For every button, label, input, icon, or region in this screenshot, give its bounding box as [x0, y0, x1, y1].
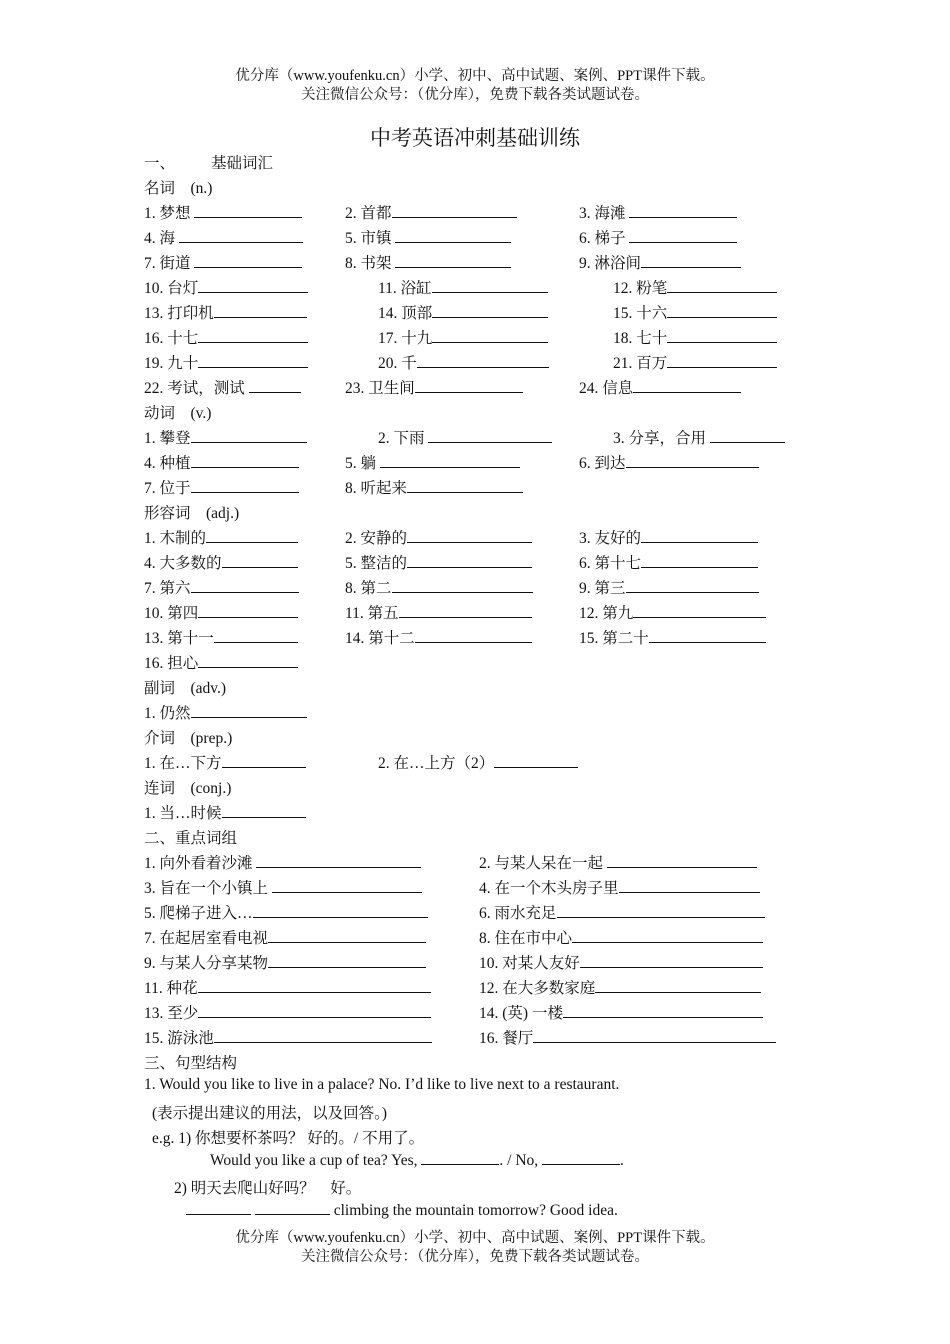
answer-blank[interactable]	[667, 304, 777, 318]
answer-blank[interactable]	[222, 804, 306, 818]
phrase-item: 13. 至少	[144, 1001, 431, 1023]
vocab-item: 1. 在…下方	[144, 751, 306, 773]
conjunctions-label: 连词 (conj.)	[144, 780, 232, 797]
answer-blank[interactable]	[533, 1029, 776, 1043]
usage-note: (表示提出建议的用法，以及回答。)	[152, 1105, 388, 1122]
vocab-item: 21. 百万	[613, 351, 777, 373]
prepositions-label: 介词 (prep.)	[144, 730, 233, 747]
answer-blank[interactable]	[432, 329, 548, 343]
phrase-item: 4. 在一个木头房子里	[479, 876, 760, 898]
vocab-item: 2. 首都	[345, 201, 517, 223]
section1-heading: 基础词汇	[211, 155, 274, 172]
answer-blank[interactable]	[191, 479, 299, 493]
answer-blank[interactable]	[191, 704, 307, 718]
answer-blank[interactable]	[619, 879, 760, 893]
answer-blank[interactable]	[214, 1029, 432, 1043]
answer-blank[interactable]	[206, 529, 298, 543]
vocab-item: 12. 粉笔	[613, 276, 777, 298]
vocab-item: 7. 街道	[144, 251, 302, 273]
answer-blank[interactable]	[417, 354, 549, 368]
vocab-item: 13. 第十一	[144, 626, 298, 648]
answer-blank[interactable]	[214, 304, 307, 318]
vocab-item: 16. 十七	[144, 326, 308, 348]
answer-blank[interactable]	[432, 304, 548, 318]
answer-blank[interactable]	[415, 379, 523, 393]
verbs-label: 动词 (v.)	[144, 405, 212, 422]
answer-blank[interactable]	[407, 554, 532, 568]
answer-blank[interactable]	[649, 629, 766, 643]
phrase-item: 16. 餐厅	[479, 1026, 776, 1048]
answer-blank[interactable]	[268, 954, 426, 968]
answer-blank[interactable]	[641, 554, 758, 568]
answer-blank[interactable]	[179, 229, 303, 243]
vocab-item: 6. 梯子	[579, 226, 737, 248]
vocab-item: 14. 第十二	[345, 626, 532, 648]
phrase-item: 15. 游泳池	[144, 1026, 432, 1048]
answer-blank[interactable]	[542, 1151, 620, 1165]
vocab-item: 8. 听起来	[345, 476, 523, 498]
phrase-item: 1. 向外看着沙滩	[144, 851, 421, 873]
adjectives-label: 形容词 (adj.)	[144, 505, 240, 522]
vocab-item: 1. 当…时候	[144, 801, 306, 823]
example-1-english: Would you like a cup of tea? Yes, . / No, .	[210, 1152, 624, 1169]
vocab-item: 3. 海滩	[579, 201, 737, 223]
adverbs-label: 副词 (adv.)	[144, 680, 227, 697]
vocab-item: 16. 担心	[144, 651, 298, 673]
vocab-item: 1. 攀登	[144, 426, 307, 448]
answer-blank[interactable]	[186, 1201, 251, 1215]
answer-blank[interactable]	[667, 329, 777, 343]
answer-blank[interactable]	[633, 379, 741, 393]
answer-blank[interactable]	[255, 1201, 330, 1215]
vocab-item: 9. 第三	[579, 576, 759, 598]
phrase-item: 9. 与某人分享某物	[144, 951, 426, 973]
answer-blank[interactable]	[222, 754, 306, 768]
footer-line-2: 关注微信公众号：（优分库），免费下载各类试题试卷。	[301, 1249, 649, 1265]
answer-blank[interactable]	[407, 529, 532, 543]
vocab-item: 15. 第二十	[579, 626, 766, 648]
phrase-item: 12. 在大多数家庭	[479, 976, 761, 998]
vocab-item: 11. 第五	[345, 601, 532, 623]
vocab-item: 6. 第十七	[579, 551, 758, 573]
vocab-item: 19. 九十	[144, 351, 308, 373]
answer-blank[interactable]	[268, 929, 426, 943]
answer-blank[interactable]	[272, 879, 422, 893]
phrase-item: 2. 与某人呆在一起	[479, 851, 757, 873]
section1-number: 一、	[144, 155, 176, 172]
vocab-item: 14. 顶部	[378, 301, 548, 323]
vocab-item: 1. 仍然	[144, 701, 307, 723]
answer-blank[interactable]	[194, 254, 302, 268]
answer-blank[interactable]	[214, 629, 298, 643]
phrase-item: 10. 对某人友好	[479, 951, 763, 973]
vocab-item: 5. 市镇	[345, 226, 511, 248]
answer-blank[interactable]	[198, 354, 308, 368]
section2-heading: 二、重点词组	[144, 830, 238, 847]
vocab-item: 8. 书架	[345, 251, 511, 273]
answer-blank[interactable]	[428, 429, 552, 443]
answer-blank[interactable]	[629, 204, 737, 218]
vocab-item: 2. 下雨	[378, 426, 552, 448]
answer-blank[interactable]	[710, 429, 785, 443]
answer-blank[interactable]	[191, 429, 307, 443]
answer-blank[interactable]	[253, 904, 428, 918]
phrase-item: 11. 种花	[144, 976, 431, 998]
answer-blank[interactable]	[380, 454, 520, 468]
answer-blank[interactable]	[667, 354, 777, 368]
vocab-item: 22. 考试，测试	[144, 376, 301, 398]
answer-blank[interactable]	[198, 329, 308, 343]
example-2-label: 2) 明天去爬山好吗？ 好。	[174, 1180, 362, 1197]
vocab-item: 18. 七十	[613, 326, 777, 348]
phrase-item: 3. 旨在一个小镇上	[144, 876, 422, 898]
answer-blank[interactable]	[194, 204, 302, 218]
section3-heading: 三、句型结构	[144, 1055, 238, 1072]
answer-blank[interactable]	[432, 279, 548, 293]
vocab-item: 20. 千	[378, 351, 549, 373]
answer-blank[interactable]	[641, 529, 758, 543]
phrase-item: 6. 雨水充足	[479, 901, 765, 923]
vocab-item: 5. 躺	[345, 451, 520, 473]
page-title: 中考英语冲刺基础训练	[370, 126, 580, 150]
sentence-pattern-1: 1. Would you like to live in a palace? No. I’d like to live next to a restaurant.	[144, 1076, 620, 1093]
answer-blank[interactable]	[557, 904, 765, 918]
vocab-item: 11. 浴缸	[378, 276, 548, 298]
answer-blank[interactable]	[407, 479, 523, 493]
answer-blank[interactable]	[494, 754, 578, 768]
answer-blank[interactable]	[392, 579, 533, 593]
answer-blank[interactable]	[198, 654, 298, 668]
phrase-item: 14. (英) 一楼	[479, 1001, 763, 1023]
answer-blank[interactable]	[198, 1004, 431, 1018]
answer-blank[interactable]	[572, 929, 763, 943]
vocab-item: 9. 淋浴间	[579, 251, 741, 273]
vocab-item: 13. 打印机	[144, 301, 307, 323]
answer-blank[interactable]	[249, 379, 301, 393]
vocab-item: 4. 大多数的	[144, 551, 298, 573]
vocab-item: 10. 第四	[144, 601, 298, 623]
answer-blank[interactable]	[191, 454, 299, 468]
answer-blank[interactable]	[595, 979, 761, 993]
vocab-item: 1. 梦想	[144, 201, 302, 223]
vocab-item: 1. 木制的	[144, 526, 298, 548]
footer-line-1: 优分库（www.youfenku.cn）小学、初中、高中试题、案例、PPT课件下载。	[235, 1230, 715, 1246]
vocab-item: 12. 第九	[579, 601, 766, 623]
vocab-item: 8. 第二	[345, 576, 533, 598]
answer-blank[interactable]	[641, 254, 741, 268]
answer-blank[interactable]	[256, 854, 421, 868]
answer-blank[interactable]	[191, 579, 299, 593]
answer-blank[interactable]	[607, 854, 757, 868]
vocab-item: 2. 安静的	[345, 526, 532, 548]
answer-blank[interactable]	[626, 579, 759, 593]
header-line-1: 优分库（www.youfenku.cn）小学、初中、高中试题、案例、PPT课件下载。	[235, 68, 715, 84]
answer-blank[interactable]	[415, 629, 532, 643]
vocab-item: 10. 台灯	[144, 276, 308, 298]
phrase-item: 5. 爬梯子进入…	[144, 901, 428, 923]
answer-blank[interactable]	[629, 229, 737, 243]
vocab-item: 6. 到达	[579, 451, 759, 473]
answer-blank[interactable]	[198, 979, 431, 993]
vocab-item: 3. 分享，合用	[613, 426, 785, 448]
vocab-item: 3. 友好的	[579, 526, 758, 548]
vocab-item: 23. 卫生间	[345, 376, 523, 398]
vocab-item: 17. 十九	[378, 326, 548, 348]
vocab-item: 24. 信息	[579, 376, 741, 398]
example-2-english: climbing the mountain tomorrow? Good idea.	[186, 1201, 618, 1220]
vocab-item: 2. 在…上方（2）	[378, 751, 578, 773]
vocab-item: 7. 第六	[144, 576, 299, 598]
answer-blank[interactable]	[399, 604, 532, 618]
vocab-item: 5. 整洁的	[345, 551, 532, 573]
answer-blank[interactable]	[421, 1151, 499, 1165]
phrase-item: 8. 住在市中心	[479, 926, 763, 948]
answer-blank[interactable]	[667, 279, 777, 293]
answer-blank[interactable]	[198, 279, 308, 293]
answer-blank[interactable]	[580, 954, 763, 968]
header-line-2: 关注微信公众号：（优分库），免费下载各类试题试卷。	[301, 87, 649, 103]
vocab-item: 7. 位于	[144, 476, 299, 498]
answer-blank[interactable]	[395, 254, 511, 268]
answer-blank[interactable]	[222, 554, 298, 568]
answer-blank[interactable]	[392, 204, 517, 218]
answer-blank[interactable]	[395, 229, 511, 243]
nouns-label: 名词 (n.)	[144, 180, 213, 197]
answer-blank[interactable]	[563, 1004, 763, 1018]
example-1-label: e.g. 1) 你想要杯茶吗？ 好的。/ 不用了。	[152, 1130, 425, 1147]
phrase-item: 7. 在起居室看电视	[144, 926, 426, 948]
vocab-item: 4. 海	[144, 226, 303, 248]
answer-blank[interactable]	[198, 604, 298, 618]
vocab-item: 4. 种植	[144, 451, 299, 473]
vocab-item: 15. 十六	[613, 301, 777, 323]
answer-blank[interactable]	[626, 454, 759, 468]
answer-blank[interactable]	[633, 604, 766, 618]
